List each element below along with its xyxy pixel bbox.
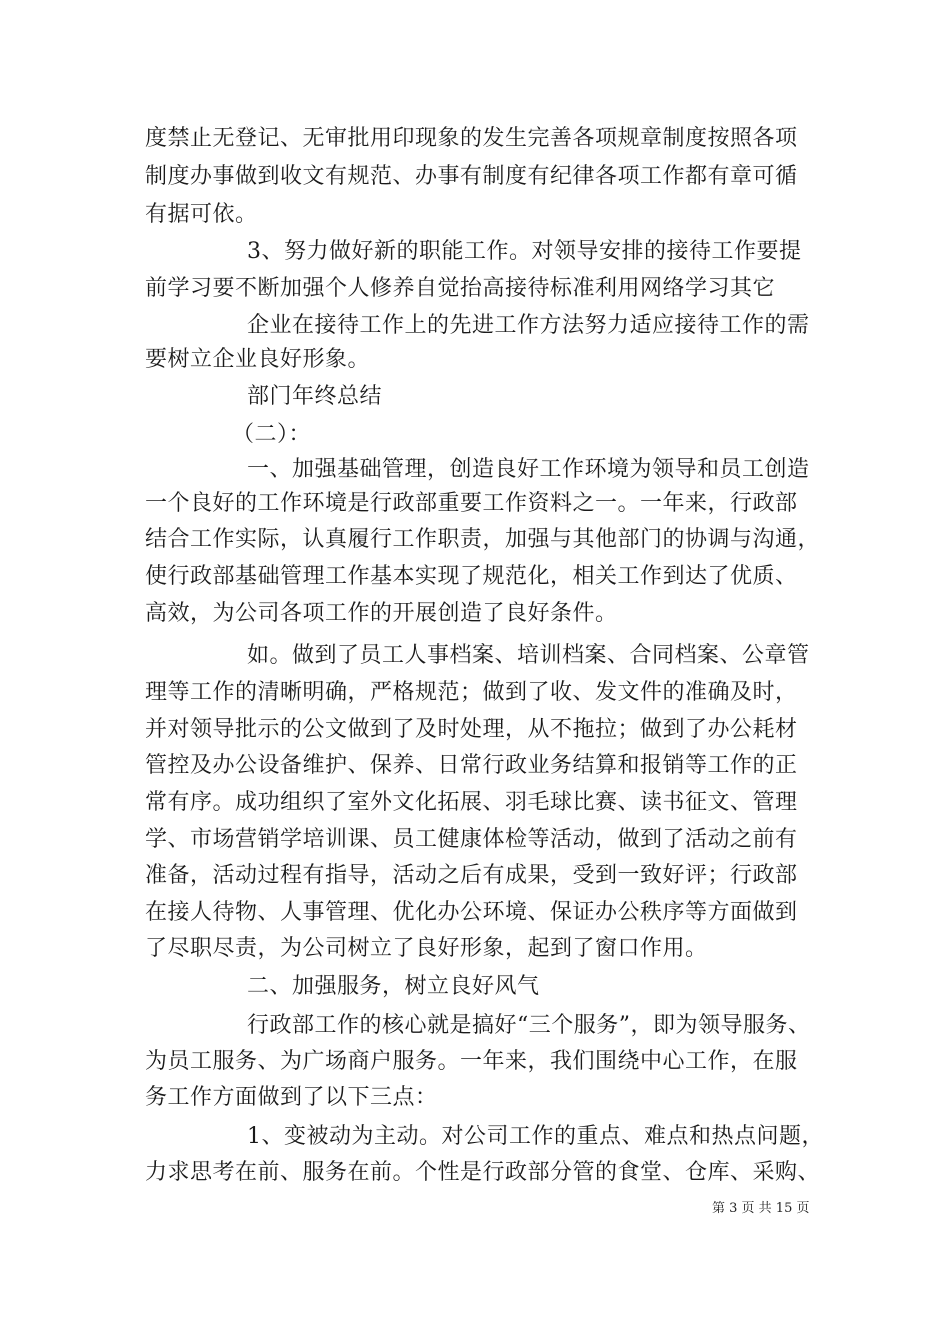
- text-line: 高效，为公司各项工作的开展创造了良好条件。: [145, 601, 618, 626]
- text-line: 在接人待物、人事管理、优化办公环境、保证办公秩序等方面做到: [145, 900, 798, 925]
- text-line: 管控及办公设备维护、保养、日常行政业务结算和报销等工作的正: [145, 753, 798, 778]
- section-subtitle: （二）：: [232, 422, 312, 447]
- text-line: 并对领导批示的公文做到了及时处理，从不拖拉；做到了办公耗材: [145, 717, 798, 742]
- text-line: 企业在接待工作上的先进工作方法努力适应接待工作的需: [247, 313, 810, 338]
- text-line: 理等工作的清晰明确，严格规范；做到了收、发文件的准确及时，: [145, 680, 798, 705]
- text-line: 行政部工作的核心就是搞好“三个服务”，即为领导服务、: [247, 1013, 811, 1038]
- text-line: 制度办事做到收文有规范、办事有制度有纪律各项工作都有章可循: [145, 164, 798, 189]
- text-line: 常有序。成功组织了室外文化拓展、羽毛球比赛、读书征文、管理: [145, 790, 798, 815]
- text-line: 力求思考在前、服务在前。个性是行政部分管的食堂、仓库、采购、: [145, 1160, 821, 1185]
- text-line: 如。做到了员工人事档案、培训档案、合同档案、公章管: [247, 643, 810, 668]
- text-line: 为员工服务、为广场商户服务。一年来，我们围绕中心工作，在服: [145, 1049, 798, 1074]
- text-line: 一个良好的工作环境是行政部重要工作资料之一。一年来，行政部: [145, 491, 798, 516]
- text-line: 了尽职尽责，为公司树立了良好形象，起到了窗口作用。: [145, 936, 708, 961]
- section-title: 部门年终总结: [247, 384, 383, 409]
- section-heading: 二、加强服务，树立良好风气: [247, 974, 540, 999]
- text-line: 有据可依。: [145, 202, 258, 227]
- text-line: 1、变被动为主动。对公司工作的重点、难点和热点问题，: [247, 1124, 824, 1149]
- text-line: 使行政部基础管理工作基本实现了规范化，相关工作到达了优质、: [145, 564, 798, 589]
- text-line: 一、加强基础管理，创造良好工作环境为领导和员工创造: [247, 457, 810, 482]
- text-line: 结合工作实际，认真履行工作职责，加强与其他部门的协调与沟通，: [145, 527, 821, 552]
- text-line: 准备，活动过程有指导，活动之后有成果，受到一致好评；行政部: [145, 863, 798, 888]
- text-line: 要树立企业良好形象。: [145, 347, 371, 372]
- text-line: 3、努力做好新的职能工作。对领导安排的接待工作要提: [247, 239, 802, 264]
- text-line: 前学习要不断加强个人修养自觉抬高接待标准利用网络学习其它: [145, 276, 776, 301]
- text-line: 务工作方面做到了以下三点：: [145, 1085, 438, 1110]
- text-line: 学、市场营销学培训课、员工健康体检等活动，做到了活动之前有: [145, 827, 798, 852]
- page-number: 第 3 页 共 15 页: [712, 1201, 810, 1216]
- text-line: 度禁止无登记、无审批用印现象的发生完善各项规章制度按照各项: [145, 126, 798, 151]
